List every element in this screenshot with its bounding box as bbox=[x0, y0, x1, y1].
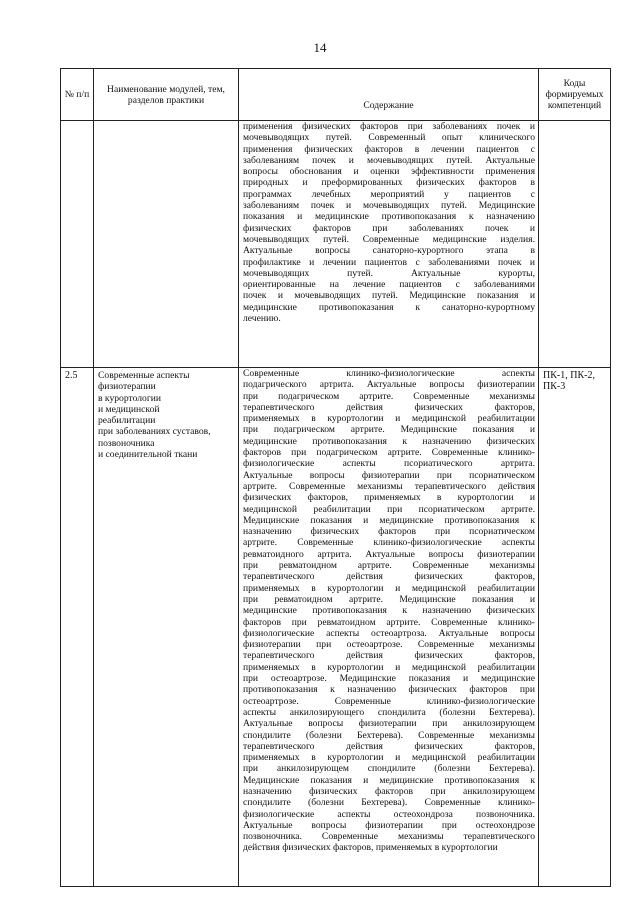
curriculum-table bbox=[60, 68, 611, 887]
text-line: Современные аспекты bbox=[98, 370, 190, 381]
text-line: заболеваниям почек и мочевыводящих путей. Актуальные bbox=[243, 154, 535, 166]
text-line: Медицинские показания и медицинские противопоказания к bbox=[243, 774, 535, 786]
text-line: применения физических факторов при заболеваниях почек и bbox=[243, 121, 535, 132]
header-competence-codes: Коды формируемых компетенций bbox=[539, 69, 611, 121]
text-line: факторов при ревматоидном артрите. Современные клинико- bbox=[243, 616, 535, 628]
text-line: подагрического артрита. Актуальные вопросы физиотерапии bbox=[243, 379, 535, 391]
text-line: Актуальные вопросы физиотерапии при псориатическом bbox=[243, 469, 535, 481]
row-number: 2.5 bbox=[61, 368, 94, 887]
table-row bbox=[61, 368, 611, 887]
text-line: показания и медицинские противопоказания к назначению bbox=[243, 211, 535, 223]
row-competence-codes bbox=[539, 121, 611, 368]
header-module-name: Наименование модулей, тем, разделов практики bbox=[94, 69, 239, 121]
text-line: терапевтического действия физических факторов, bbox=[243, 650, 535, 662]
row-competence-codes: ПК-1, ПК-2, ПК-3 bbox=[539, 368, 611, 887]
header-content: Содержание bbox=[239, 69, 539, 121]
text-line: физических факторов при заболеваниях почек и bbox=[243, 222, 535, 234]
text-line: физиотерапии при остеоартрозе. Современные механизмы bbox=[243, 639, 535, 651]
text-line: мочевыводящих путей. Современный опыт клинического bbox=[243, 132, 535, 144]
text-line: противопоказания к назначению физических факторов при bbox=[243, 684, 535, 696]
text-line: при анкилозирующем спондилите (болезни Бехтерева). bbox=[243, 763, 535, 775]
text-line: аспекты анкилозирующего спондилита (болезни Бехтерева). bbox=[243, 706, 535, 718]
text-line: реабилитации bbox=[98, 415, 156, 427]
text-line: вопросы обоснования и оценки эффективности применения bbox=[243, 166, 535, 178]
row-number bbox=[61, 121, 94, 368]
text-line: почек и мочевыводящих путей. Медицинские показания и bbox=[243, 290, 535, 302]
header-number: № п/п bbox=[61, 69, 94, 121]
text-line: Медицинские показания и медицинские противопоказания к bbox=[243, 514, 535, 526]
text-line: при ревматоидном артрите. Современные механизмы bbox=[243, 560, 535, 572]
text-line: и медицинской bbox=[98, 403, 160, 415]
text-line: Современные клинико-физиологические аспекты bbox=[243, 368, 535, 379]
text-line: Актуальные вопросы санаторно-курортного этапа в bbox=[243, 245, 535, 257]
text-line: Актуальные вопросы физиотерапии при остеохондрозе bbox=[243, 819, 535, 831]
text-line: терапевтического действия физических факторов, bbox=[243, 401, 535, 413]
text-line: заболеваниям почек и мочевыводящих путей. Медицинские bbox=[243, 200, 535, 212]
text-line: физиотерапии bbox=[98, 381, 156, 393]
page-number: 14 bbox=[313, 40, 327, 55]
text-line: медицинские противопоказания к санаторно-курортному bbox=[243, 301, 535, 313]
row-content bbox=[239, 368, 539, 887]
text-line: действия физических факторов, применяемых в курортологии bbox=[243, 842, 498, 854]
text-line: лечению. bbox=[243, 313, 281, 325]
text-line: применяемых в курортологии и медицинской реабилитации bbox=[243, 661, 535, 673]
text-line: Актуальные вопросы физиотерапии при анкилозирующем bbox=[243, 718, 535, 730]
table-header-row bbox=[61, 69, 611, 121]
text-line: артрите. Современные клинико-физиологические аспекты bbox=[243, 537, 535, 549]
text-line: применения физических факторов в лечении пациентов с bbox=[243, 143, 535, 155]
text-line: артрите. Современные механизмы терапевтического действия bbox=[243, 480, 535, 492]
text-line: при ревматоидном артрите. Медицинские показания и bbox=[243, 593, 535, 605]
text-line: при подагрическом артрите. Современные механизмы bbox=[243, 390, 535, 402]
text-line: мочевыводящих путей. Современные медицинские изделия. bbox=[243, 233, 535, 245]
text-line: и соединительной ткани bbox=[98, 449, 198, 461]
text-line: позвоночника. Современные механизмы терапевтического bbox=[243, 831, 535, 843]
text-line: позвоночника bbox=[98, 437, 155, 449]
text-line: природных и преформированных физических факторов в bbox=[243, 177, 535, 189]
text-line: профилактике и лечении пациентов с заболеваниями почек и bbox=[243, 256, 535, 268]
text-line: применяемых в курортологии и медицинской реабилитации bbox=[243, 582, 535, 594]
text-line: применяемых в курортологии и медицинской реабилитации bbox=[243, 752, 535, 764]
text-line: терапевтического действия физических факторов, bbox=[243, 571, 535, 583]
text-line: физиологические аспекты остеохондроза позвоночника. bbox=[243, 808, 535, 820]
text-line: медицинские противопоказания к назначению физических bbox=[243, 435, 535, 447]
text-line: программах лечебных мероприятий у пациентов с bbox=[243, 188, 535, 200]
text-line: назначению физических факторов при анкилозирующем bbox=[243, 785, 535, 797]
text-line: физических факторов, применяемых в курортологии и bbox=[243, 492, 535, 504]
text-line: спондилите (болезни Бехтерева). Современные клинико- bbox=[243, 797, 535, 809]
text-line: в курортологии bbox=[98, 392, 162, 404]
text-line: медицинской реабилитации при псориатическом артрите. bbox=[243, 503, 535, 515]
row-module-name bbox=[94, 121, 239, 368]
row-content bbox=[239, 121, 539, 368]
text-line: спондилите (болезни Бехтерева). Современные механизмы bbox=[243, 729, 535, 741]
table-row bbox=[61, 121, 611, 368]
text-line: мочевыводящих путей. Актуальные курорты, bbox=[243, 267, 535, 279]
text-line: медицинские противопоказания к назначению физических bbox=[243, 605, 535, 617]
text-line: терапевтического действия физических факторов, bbox=[243, 740, 535, 752]
text-line: при подагрическом артрите. Медицинские показания и bbox=[243, 424, 535, 436]
text-line: назначению физических факторов при псориатическом bbox=[243, 526, 535, 538]
text-line: при заболеваниях суставов, bbox=[98, 426, 211, 438]
text-line: физиологические аспекты остеоартроза. Актуальные вопросы bbox=[243, 627, 535, 639]
text-line: остеоартрозе. Современные клинико-физиологические bbox=[243, 695, 535, 707]
text-line: факторов при подагрическом артрите. Современные клинико- bbox=[243, 447, 535, 459]
row-module-name bbox=[94, 368, 239, 887]
text-line: физиологические аспекты псориатического артрита. bbox=[243, 458, 535, 470]
text-line: применяемых в курортологии и медицинской реабилитации bbox=[243, 413, 535, 425]
text-line: при остеоартрозе. Медицинские показания и медицинские bbox=[243, 673, 535, 685]
text-line: ориентированные на лечение пациентов с заболеваниями bbox=[243, 279, 535, 291]
text-line: ревматоидного артрита. Актуальные вопросы физиотерапии bbox=[243, 548, 535, 560]
